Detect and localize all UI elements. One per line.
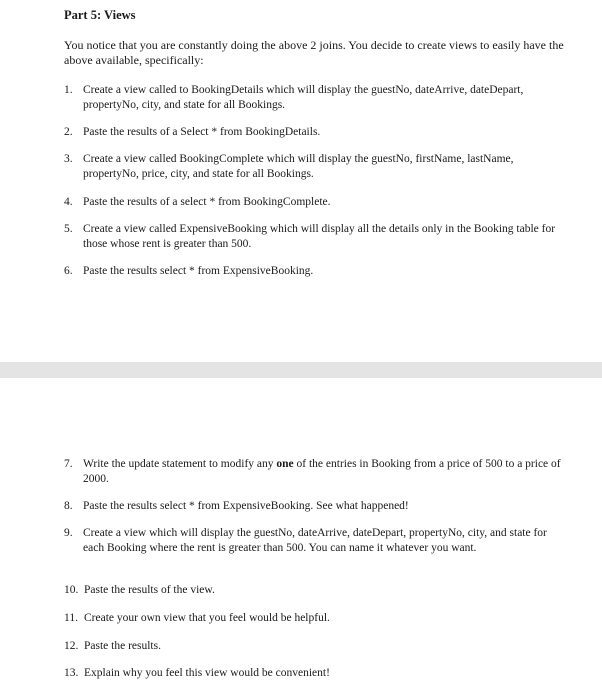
list-item <box>64 83 564 112</box>
item-text: Create a view called BookingComplete which will display the guestNo, firstName, lastName, propertyNo, price, city, and state for all Bookings. <box>83 153 514 180</box>
list-item <box>64 264 564 279</box>
item-text: Paste the results of a select * from BookingComplete. <box>83 196 331 208</box>
item-number: 11. <box>64 612 78 624</box>
item-number: 13. <box>64 667 79 679</box>
emphasis-text: one <box>276 458 294 470</box>
section-heading: Part 5: Views <box>64 8 136 22</box>
list-item <box>64 666 564 681</box>
page-break <box>0 362 602 378</box>
list-item <box>64 639 564 654</box>
item-number: 2. <box>64 126 73 138</box>
item-text: Create a view called to BookingDetails which will display the guestNo, dateArrive, dateDepart, propertyNo, city, and state for all Bookings. <box>83 84 524 111</box>
item-text-part: of the entries in Booking from a price of 500 to a price of 2000. <box>83 458 561 485</box>
item-text: Paste the results select * from ExpensiveBooking. <box>83 265 314 277</box>
item-number: 3. <box>64 153 73 165</box>
item-number: 9. <box>64 527 73 539</box>
item-text: Create your own view that you feel would be helpful. <box>84 612 330 624</box>
item-text: Explain why you feel this view would be convenient! <box>84 667 330 679</box>
list-item <box>64 195 564 210</box>
list-item <box>64 526 564 555</box>
list-item <box>64 583 564 598</box>
item-number: 1. <box>64 84 73 96</box>
list-item <box>64 499 564 514</box>
item-text: Paste the results select * from ExpensiveBooking. See what happened! <box>83 500 409 512</box>
list-item <box>64 152 564 181</box>
intro-paragraph: You notice that you are constantly doing the above 2 joins. You decide to create views to easily have the above available, specifically: <box>64 38 564 67</box>
item-text: Create a view called ExpensiveBooking which will display all the details only in the Booking table for those whose rent is greater than 500. <box>83 223 556 250</box>
item-text: Paste the results of the view. <box>84 584 215 596</box>
item-number: 5. <box>64 223 73 235</box>
item-number: 6. <box>64 265 73 277</box>
document-page-2 <box>0 378 602 700</box>
list-item <box>64 125 564 140</box>
item-number: 10. <box>64 584 79 596</box>
item-text: Paste the results of a Select * from BookingDetails. <box>83 126 321 138</box>
item-number: 4. <box>64 196 73 208</box>
item-number: 7. <box>64 458 73 470</box>
list-item <box>64 222 564 251</box>
item-text: Paste the results. <box>84 640 161 652</box>
item-text: Create a view which will display the guestNo, dateArrive, dateDepart, propertyNo, city, and state for each Booking where the rent is greater than 500. You can name it whatever you want. <box>83 527 547 554</box>
list-item <box>64 457 564 486</box>
item-text <box>83 457 564 486</box>
item-number: 12. <box>64 640 79 652</box>
item-number: 8. <box>64 500 73 512</box>
item-text-part: Write the update statement to modify any <box>83 458 277 470</box>
list-item <box>64 611 564 626</box>
